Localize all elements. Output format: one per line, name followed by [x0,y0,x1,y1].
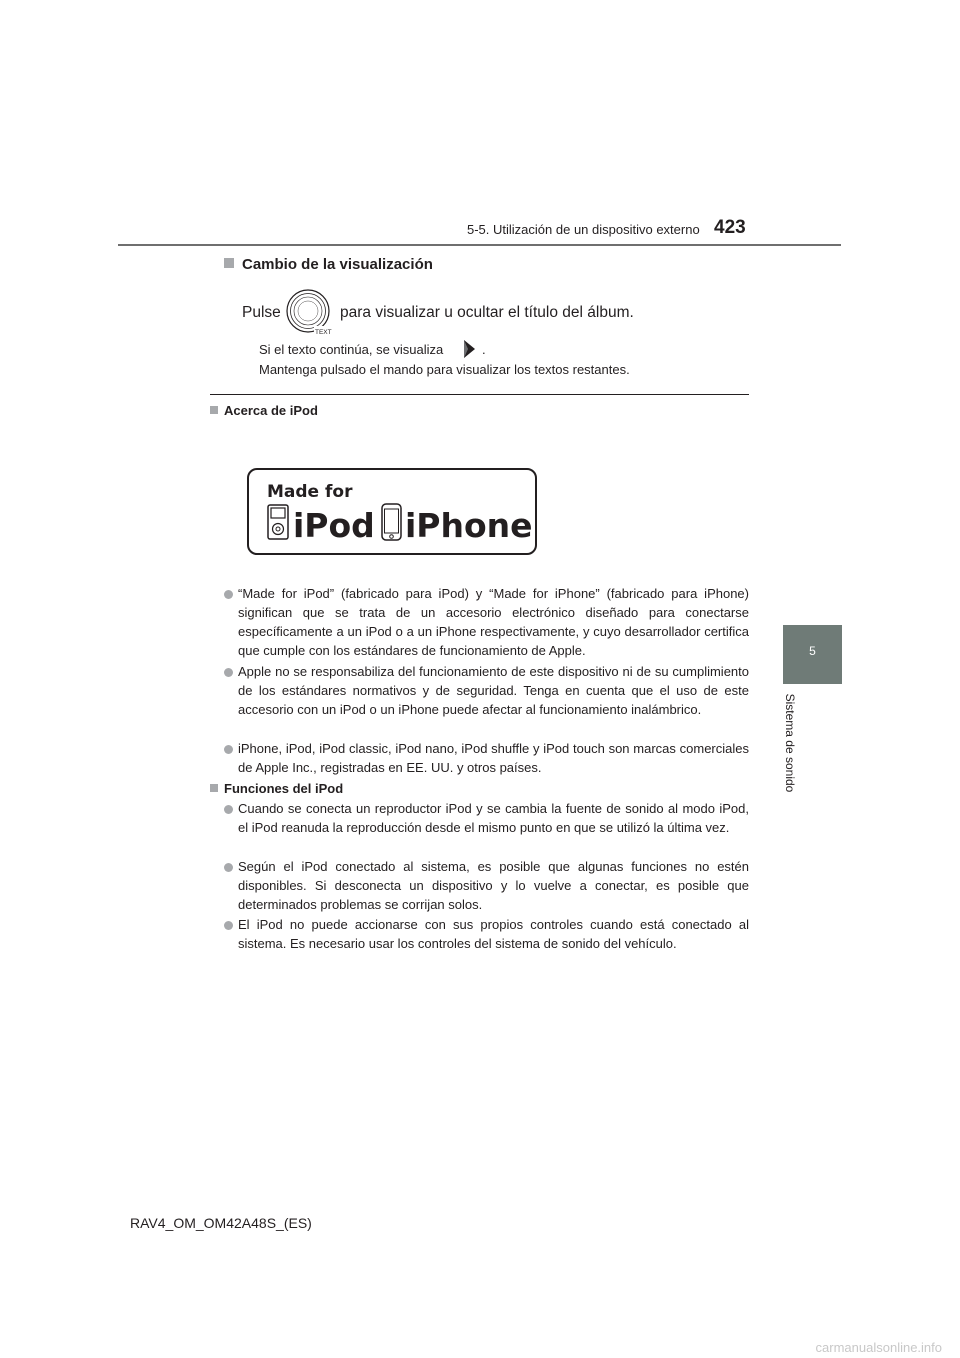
section-heading-text: Cambio de la visualización [242,256,433,273]
note-hold-knob: Mantenga pulsado el mando para visualizar los textos restantes. [259,362,630,377]
round-bullet-icon [224,745,233,754]
note-text-continues: Si el texto continúa, se visualiza [259,342,444,357]
pulse-text: Pulse [242,304,281,321]
square-bullet-icon [210,784,218,792]
round-bullet-icon [224,863,233,872]
text-knob-icon [284,288,334,341]
round-bullet-icon [224,668,233,677]
watermark: carmanualsonline.info [815,1340,942,1355]
section-heading-about-ipod [210,403,318,418]
pulse-description: para visualizar u ocultar el título del álbum. [340,304,634,321]
round-bullet-icon [224,921,233,930]
scroll-arrow-icon [461,338,477,365]
header-divider [118,244,841,246]
chapter-tab-number: 5 [809,644,816,658]
section-divider [210,394,749,395]
section-heading-display-change [224,256,433,273]
section-heading-text: Acerca de iPod [224,403,318,418]
list-item: Apple no se responsabiliza del funcionamiento de este dispositivo ni de su cumplimiento de los estándares normativos y de seguridad. Tenga en cuenta que el uso de este accesorio con un iPod o un iPhone puede afectar al funcionamiento inalámbrico. [238,664,749,717]
list-item: iPhone, iPod, iPod classic, iPod nano, iPod shuffle y iPod touch son marcas comerciales de Apple Inc., registradas en EE. UU. y otros países. [238,741,749,775]
list-item: Cuando se conecta un reproductor iPod y se cambia la fuente de sonido al modo iPod, el iPod reanuda la reproducción desde el mismo punto en que se utilizó la última vez. [238,801,749,835]
header-section-title: 5-5. Utilización de un dispositivo externo [467,222,700,237]
square-bullet-icon [210,406,218,414]
iphone-device-icon [382,504,401,540]
logo-ipod: iPod [293,506,375,545]
chapter-tab-label: Sistema de sonido [783,693,797,793]
document-code: RAV4_OM_OM42A48S_(ES) [130,1215,312,1231]
knob-label: TEXT [315,329,332,336]
list-item: El iPod no puede accionarse con sus propios controles cuando está conectado al sistema. Es necesario usar los controles del sistema de sonido del vehículo. [238,917,749,951]
square-bullet-icon [224,258,234,268]
ipod-device-icon [268,505,288,539]
note-text-end: . [482,342,486,357]
section-heading-text: Funciones del iPod [224,781,344,796]
list-item: Según el iPod conectado al sistema, es posible que algunas funciones no estén disponibles. Si desconecta un dispositivo y lo vuelve a conectar, es posible que determinados problemas se corrijan solos. [238,859,749,912]
round-bullet-icon [224,590,233,599]
logo-iphone: iPhone [405,506,533,545]
section-heading-ipod-functions [210,781,343,796]
logo-made-for: Made for [267,482,353,502]
list-item: “Made for iPod” (fabricado para iPod) y “Made for iPhone” (fabricado para iPhone) significan que se trata de un accesorio electrónico diseñado para conectarse específicamente a un iPod o a un iPhone respectivamente, y cuyo desarrollador certifica que cumple con los estándares de funcionamiento de Apple. [238,586,749,658]
made-for-ipod-iphone-logo [247,468,537,555]
page-number: 423 [714,217,746,238]
round-bullet-icon [224,805,233,814]
